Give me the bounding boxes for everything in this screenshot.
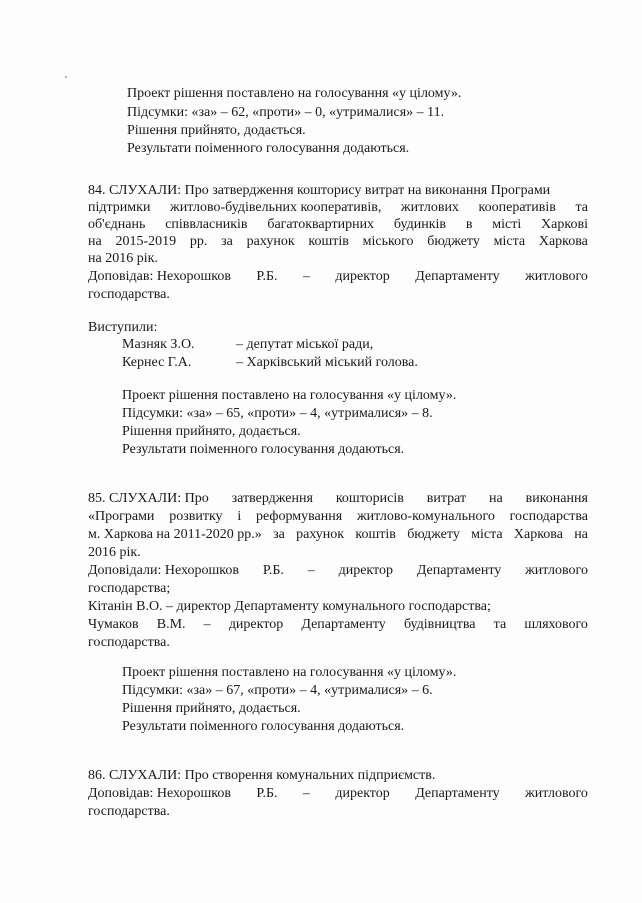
word: за xyxy=(273,527,285,542)
word: Р.Б. xyxy=(256,269,278,284)
word: та xyxy=(493,617,507,632)
word: 2015-2019 xyxy=(115,234,177,249)
speaker-name: Кернес Г.А. xyxy=(122,355,192,370)
speaker-role: – депутат міської ради, xyxy=(236,337,374,352)
item-84-line-3 xyxy=(88,216,588,234)
word: директор xyxy=(335,786,390,801)
decision-statement: Рішення прийнято, додається. xyxy=(122,424,301,439)
word: в xyxy=(465,217,473,232)
word: міста xyxy=(493,234,526,249)
word: Доповідали: Нехорошков xyxy=(88,563,239,578)
item-85-heading xyxy=(88,490,588,508)
rollcall-statement: Результати поіменного голосування додаються. xyxy=(122,719,405,734)
word: житлового xyxy=(525,563,588,578)
word: будівництва xyxy=(403,617,476,632)
item-85-line-2 xyxy=(88,508,588,526)
word: міського xyxy=(362,234,414,249)
word: виконання xyxy=(525,491,588,506)
item-84-line-5: на 2016 рік. xyxy=(88,251,158,266)
word: господарства xyxy=(509,509,588,524)
word: житлового xyxy=(525,269,588,284)
word: Чумаков xyxy=(88,617,139,632)
word: на xyxy=(574,527,588,542)
item-86-speaker-cont: господарства. xyxy=(88,804,170,819)
speakers-label: Виступили: xyxy=(88,320,158,335)
decision-statement: Рішення прийнято, додається. xyxy=(127,123,306,138)
word: Доповідав: Нехорошков xyxy=(88,269,231,284)
item-86-heading: 86. СЛУХАЛИ: Про створення комунальних підприємств. xyxy=(88,768,436,783)
item-84-speaker-cont: господарства. xyxy=(88,287,170,302)
item-85-speaker-3 xyxy=(88,616,588,634)
word: Харкові xyxy=(541,217,588,232)
rollcall-statement: Результати поіменного голосування додаються. xyxy=(127,141,410,156)
word: Харкова xyxy=(538,234,588,249)
word: витрат xyxy=(426,491,467,506)
item-84-line-4 xyxy=(88,233,588,251)
word: житлово-комунального xyxy=(356,509,495,524)
vote-statement: Проект рішення поставлено на голосування «у цілому». xyxy=(127,86,462,101)
word: Департаменту xyxy=(415,786,500,801)
word: рахунок xyxy=(246,234,295,249)
word: житлового xyxy=(525,786,588,801)
word: кооперативів xyxy=(478,200,556,215)
word: – xyxy=(203,617,211,632)
word: рр. xyxy=(189,234,208,249)
word: м. Харкова на 2011-2020 рр.» xyxy=(88,527,262,542)
word: житлово-будівельних кооперативів, xyxy=(170,200,382,215)
item-84-line-2 xyxy=(88,199,588,217)
word: «Програми xyxy=(88,509,155,524)
word: директор xyxy=(228,617,284,632)
word: директор xyxy=(335,269,390,284)
item-85-speaker-2: Кітанін В.О. – директор Департаменту комунального господарства; xyxy=(88,599,491,614)
word: і xyxy=(237,509,242,524)
word: Р.Б. xyxy=(256,786,278,801)
word: – xyxy=(302,786,310,801)
decision-statement: Рішення прийнято, додається. xyxy=(122,701,301,716)
word: бюджету xyxy=(407,527,460,542)
item-85-speaker-1-cont: господарства; xyxy=(88,581,171,596)
word: Департаменту xyxy=(415,269,500,284)
word: затвердження xyxy=(231,491,313,506)
item-85-speaker-3-cont: господарства. xyxy=(88,635,170,650)
item-85-speaker-1 xyxy=(88,562,588,580)
rollcall-statement: Результати поіменного голосування додаються. xyxy=(122,442,405,457)
word: багатоквартирних xyxy=(267,217,375,232)
word: місті xyxy=(492,217,522,232)
word: Р.Б. xyxy=(262,563,284,578)
word: на xyxy=(88,234,102,249)
word: підтримки xyxy=(88,200,151,215)
word: будинків xyxy=(393,217,446,232)
word: за xyxy=(221,234,233,249)
word: розвитку xyxy=(169,509,223,524)
word: директор xyxy=(338,563,393,578)
word: Департаменту xyxy=(301,617,386,632)
word: – xyxy=(307,563,315,578)
word: кошторисів xyxy=(335,491,404,506)
word: реформування xyxy=(256,509,343,524)
word: співвласників xyxy=(165,217,248,232)
item-85-line-4: 2016 рік. xyxy=(88,545,141,560)
word: Доповідав: Нехорошков xyxy=(88,786,231,801)
speaker-role: – Харківський міський голова. xyxy=(236,355,418,370)
word: міста xyxy=(471,527,503,542)
vote-results: Підсумки: «за» – 62, «проти» – 0, «утрималися» – 11. xyxy=(127,105,445,120)
vote-statement: Проект рішення поставлено на голосування «у цілому». xyxy=(122,388,457,403)
word: В.М. xyxy=(156,617,186,632)
item-84-speaker xyxy=(88,268,588,286)
word: на xyxy=(489,491,503,506)
word: рахунок xyxy=(296,527,345,542)
speaker-name: Мазняк З.О. xyxy=(122,337,195,352)
word: об'єднань xyxy=(88,217,146,232)
vote-results: Підсумки: «за» – 65, «проти» – 4, «утрималися» – 8. xyxy=(122,406,433,421)
item-86-speaker xyxy=(88,785,588,803)
word: Департаменту xyxy=(416,563,502,578)
item-85-line-3 xyxy=(88,526,588,544)
word: бюджету xyxy=(427,234,480,249)
word: коштів xyxy=(308,234,349,249)
vote-results: Підсумки: «за» – 67, «проти» – 4, «утрималися» – 6. xyxy=(122,683,433,698)
vote-statement: Проект рішення поставлено на голосування «у цілому». xyxy=(122,665,457,680)
word: шляхового xyxy=(524,617,588,632)
word: Харкова xyxy=(513,527,563,542)
word: коштів xyxy=(355,527,396,542)
word: – xyxy=(302,269,310,284)
word: житлових xyxy=(400,200,459,215)
word: 85. СЛУХАЛИ: Про xyxy=(88,491,209,506)
word: та xyxy=(575,200,588,215)
scan-speck xyxy=(65,76,67,78)
item-84-heading: 84. СЛУХАЛИ: Про затвердження кошторису витрат на виконання Програми xyxy=(88,183,551,198)
